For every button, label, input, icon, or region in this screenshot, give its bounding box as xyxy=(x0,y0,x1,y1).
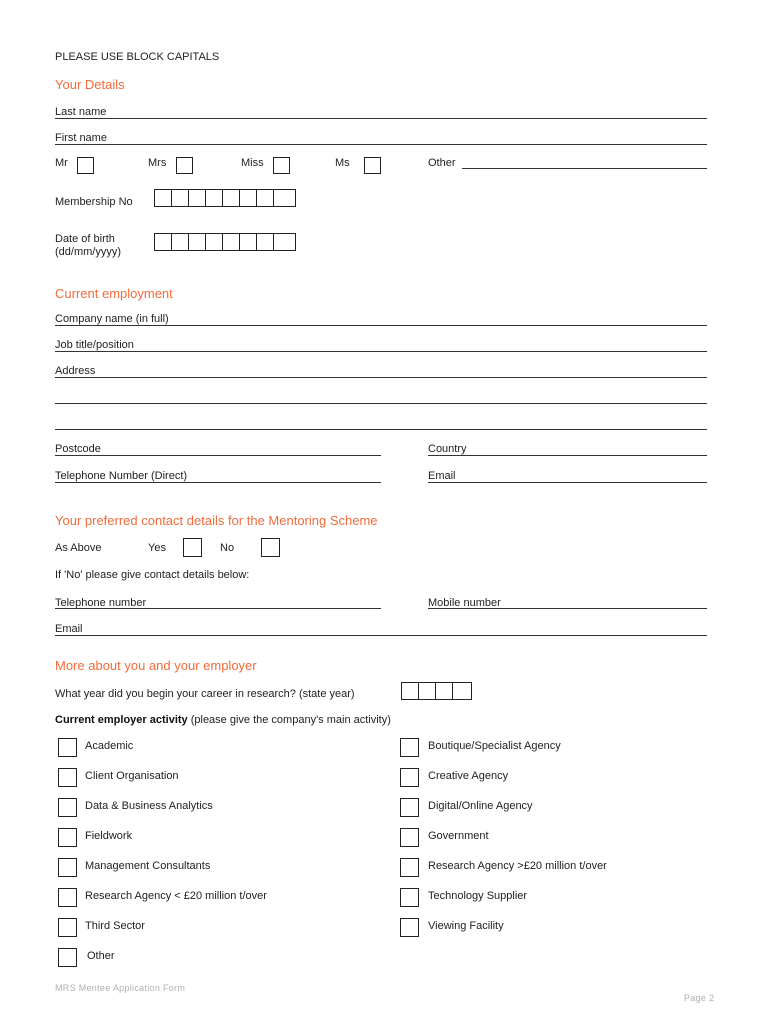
country-label: Country xyxy=(428,443,467,455)
government-label: Government xyxy=(428,830,489,842)
telephone-number-label: Telephone number xyxy=(55,597,147,609)
technology-supplier-checkbox[interactable] xyxy=(400,888,419,907)
management-consultants-label: Management Consultants xyxy=(85,860,211,872)
boutique-agency-label: Boutique/Specialist Agency xyxy=(428,740,561,752)
title-ms-label: Ms xyxy=(335,157,350,169)
job-title-field[interactable] xyxy=(55,351,707,352)
block-capitals-instruction: PLEASE USE BLOCK CAPITALS xyxy=(55,51,220,63)
technology-supplier-label: Technology Supplier xyxy=(428,890,528,902)
research-agency-small-checkbox[interactable] xyxy=(58,888,77,907)
as-above-yes-checkbox[interactable] xyxy=(183,538,202,557)
your-details-heading: Your Details xyxy=(55,77,125,92)
telephone-number-field[interactable] xyxy=(55,608,381,609)
fieldwork-label: Fieldwork xyxy=(85,830,133,842)
title-other-field[interactable] xyxy=(462,168,707,169)
title-mr-checkbox[interactable] xyxy=(77,157,94,174)
title-mrs-checkbox[interactable] xyxy=(176,157,193,174)
creative-agency-checkbox[interactable] xyxy=(400,768,419,787)
preferred-contact-heading: Your preferred contact details for the Mentoring Scheme xyxy=(55,513,378,528)
fieldwork-checkbox[interactable] xyxy=(58,828,77,847)
footer-form-name: MRS Mentee Application Form xyxy=(55,983,186,993)
membership-no-boxes[interactable] xyxy=(154,189,296,207)
company-name-field[interactable] xyxy=(55,325,707,326)
employer-activity-prompt xyxy=(55,714,391,726)
title-other-label: Other xyxy=(428,157,456,169)
postcode-label: Postcode xyxy=(55,443,101,455)
as-above-label: As Above xyxy=(55,542,102,554)
if-no-instruction: If 'No' please give contact details below: xyxy=(55,569,250,581)
address-field-line2[interactable] xyxy=(55,403,707,404)
dob-format-label: (dd/mm/yyyy) xyxy=(55,246,121,258)
title-miss-checkbox[interactable] xyxy=(273,157,290,174)
first-name-field[interactable] xyxy=(55,144,707,145)
company-name-label: Company name (in full) xyxy=(55,313,169,325)
client-organisation-label: Client Organisation xyxy=(85,770,179,782)
address-field-line3[interactable] xyxy=(55,429,707,430)
academic-label: Academic xyxy=(85,740,134,752)
address-label: Address xyxy=(55,365,96,377)
job-title-label: Job title/position xyxy=(55,339,134,351)
email-field[interactable] xyxy=(428,482,707,483)
research-agency-small-label: Research Agency < £20 million t/over xyxy=(85,890,267,902)
dob-label: Date of birth xyxy=(55,233,115,245)
digital-agency-label: Digital/Online Agency xyxy=(428,800,533,812)
dob-boxes[interactable] xyxy=(154,233,296,251)
other-activity-label: Other xyxy=(87,950,115,962)
first-name-label: First name xyxy=(55,132,107,144)
data-business-analytics-checkbox[interactable] xyxy=(58,798,77,817)
telephone-direct-label: Telephone Number (Direct) xyxy=(55,470,188,482)
third-sector-label: Third Sector xyxy=(85,920,145,932)
contact-email-label: Email xyxy=(55,623,83,635)
title-mr-label: Mr xyxy=(55,157,68,169)
viewing-facility-label: Viewing Facility xyxy=(428,920,504,932)
third-sector-checkbox[interactable] xyxy=(58,918,77,937)
country-field[interactable] xyxy=(428,455,707,456)
employer-activity-title: Current employer activity xyxy=(55,714,188,726)
management-consultants-checkbox[interactable] xyxy=(58,858,77,877)
creative-agency-label: Creative Agency xyxy=(428,770,509,782)
employer-activity-note: (please give the company's main activity) xyxy=(190,714,391,726)
as-above-no-checkbox[interactable] xyxy=(261,538,280,557)
postcode-field[interactable] xyxy=(55,455,381,456)
data-business-analytics-label: Data & Business Analytics xyxy=(85,800,213,812)
title-ms-checkbox[interactable] xyxy=(364,157,381,174)
government-checkbox[interactable] xyxy=(400,828,419,847)
mobile-number-field[interactable] xyxy=(428,608,707,609)
research-agency-large-checkbox[interactable] xyxy=(400,858,419,877)
viewing-facility-checkbox[interactable] xyxy=(400,918,419,937)
footer-page-number: Page 2 xyxy=(684,993,715,1003)
more-about-heading: More about you and your employer xyxy=(55,658,257,673)
telephone-direct-field[interactable] xyxy=(55,482,381,483)
membership-no-label: Membership No xyxy=(55,196,133,208)
digital-agency-checkbox[interactable] xyxy=(400,798,419,817)
career-year-question: What year did you begin your career in research? (state year) xyxy=(55,688,355,700)
email-label: Email xyxy=(428,470,456,482)
title-miss-label: Miss xyxy=(241,157,264,169)
current-employment-heading: Current employment xyxy=(55,286,173,301)
address-field-line1[interactable] xyxy=(55,377,707,378)
no-label: No xyxy=(220,542,235,554)
title-mrs-label: Mrs xyxy=(148,157,167,169)
last-name-field[interactable] xyxy=(55,118,707,119)
other-activity-checkbox[interactable] xyxy=(58,948,77,967)
contact-email-field[interactable] xyxy=(55,635,707,636)
yes-label: Yes xyxy=(148,542,166,554)
career-year-boxes[interactable] xyxy=(401,682,472,700)
last-name-label: Last name xyxy=(55,106,107,118)
academic-checkbox[interactable] xyxy=(58,738,77,757)
research-agency-large-label: Research Agency >£20 million t/over xyxy=(428,860,607,872)
mobile-number-label: Mobile number xyxy=(428,597,501,609)
client-organisation-checkbox[interactable] xyxy=(58,768,77,787)
boutique-agency-checkbox[interactable] xyxy=(400,738,419,757)
